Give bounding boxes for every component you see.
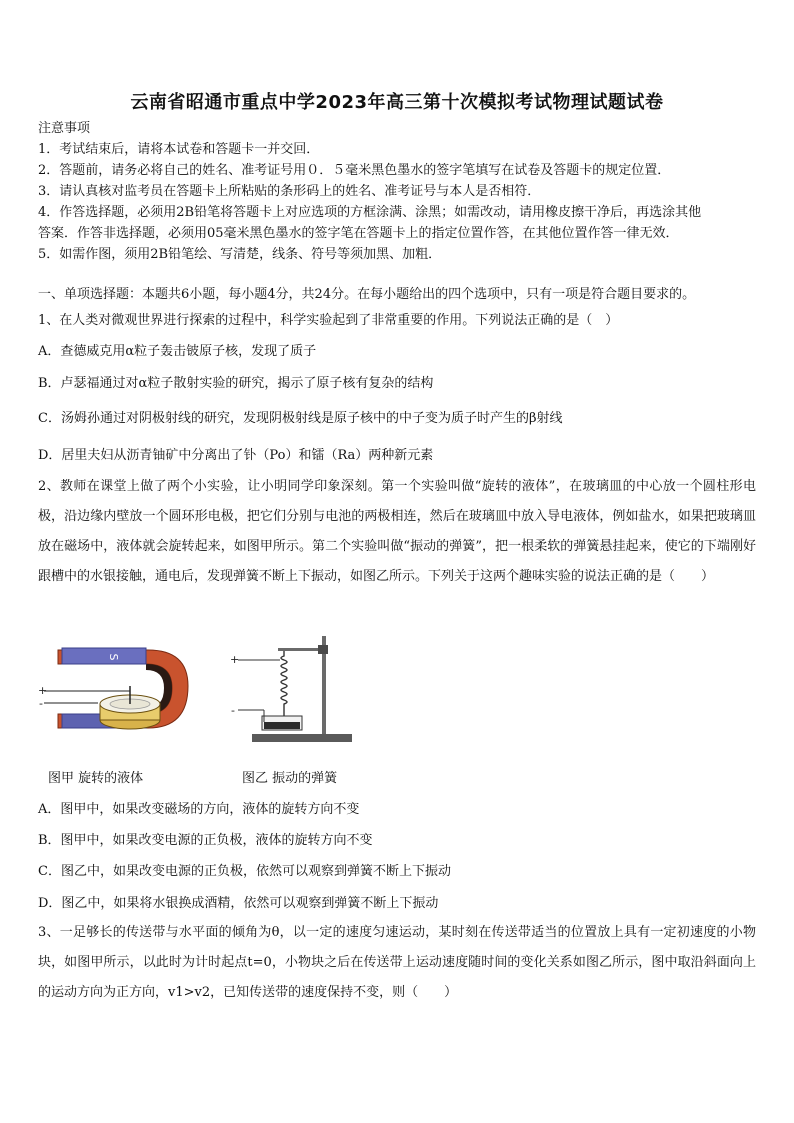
- question-2-option-b: B．图甲中，如果改变电源的正负极，液体的旋转方向不变: [38, 833, 373, 848]
- notice-item: 答案．作答非选择题，必须用05毫米黑色墨水的签字笔在答题卡上的指定位置作答，在其他位置作答一律无效．: [38, 226, 679, 241]
- question-3-stem: 3、一足够长的传送带与水平面的倾角为θ，以一定的速度匀速运动，某时刻在传送带适当的位置放上具有一定初速度的小物块，如图甲所示，以此时为计时起点t=0，小物块之后在传送带上运动速度随时间的变化关系如图乙所示，图中取沿斜面向上的运动方向为正方向，v1>v2，已知传送带的速度保持不变，则（ ）: [38, 925, 756, 1000]
- question-1-option-d: D．居里夫妇从沥青铀矿中分离出了钋（Po）和镭（Ra）两种新元素: [38, 448, 434, 463]
- plus-terminal-label: +: [38, 684, 48, 697]
- minus-terminal-label: -: [231, 704, 235, 717]
- notice-item: 5．如需作图，须用2B铅笔绘、写清楚，线条、符号等须加黑、加粗．: [38, 247, 442, 262]
- question-1-option-c: C．汤姆孙通过对阴极射线的研究，发现阴极射线是原子核中的中子变为质子时产生的β射线: [38, 411, 563, 426]
- section-heading: 一、单项选择题：本题共6小题，每小题4分，共24分。在每小题给出的四个选项中，只有一项是符合题目要求的。: [38, 287, 696, 302]
- figure-b-caption: 图乙 振动的弹簧: [242, 771, 338, 786]
- question-2-option-a: A．图甲中，如果改变磁场的方向，液体的旋转方向不变: [38, 802, 360, 817]
- magnet-s-label: S: [107, 653, 120, 661]
- notice-heading: 注意事项: [38, 121, 91, 136]
- notice-item: 2．答题前，请务必将自己的姓名、准考证号用０．５毫米黑色墨水的签字笔填写在试卷及答题卡的规定位置．: [38, 163, 671, 178]
- figure-a-caption: 图甲 旋转的液体: [48, 771, 144, 786]
- vibrating-spring-figure: [228, 636, 358, 748]
- notice-item: 4．作答选择题，必须用2B铅笔将答题卡上对应选项的方框涂满、涂黑；如需改动，请用橡皮擦干净后，再选涂其他: [38, 205, 702, 220]
- question-2-stem: 2、教师在课堂上做了两个小实验，让小明同学印象深刻。第一个实验叫做“旋转的液体”，在玻璃皿的中心放一个圆柱形电极，沿边缘内壁放一个圆环形电极，把它们分别与电池的两极相连，然后在玻璃皿中放入导电液体，例如盐水，如果把玻璃皿放在磁场中，液体就会旋转起来，如图甲所示。第二个实验叫做“振动的弹簧”，把一根柔软的弹簧悬挂起来，使它的下端刚好跟槽中的水银接触，通电后，发现弹簧不断上下振动，如图乙所示。下列关于这两个趣味实验的说法正确的是（ ）: [38, 479, 756, 584]
- question-2-option-d: D．图乙中，如果将水银换成酒精，依然可以观察到弹簧不断上下振动: [38, 896, 439, 911]
- question-1-option-b: B．卢瑟福通过对α粒子散射实验的研究，揭示了原子核有复杂的结构: [38, 376, 434, 391]
- question-1-stem: 1、在人类对微观世界进行探索的过程中，科学实验起到了非常重要的作用。下列说法正确的是（ ）: [38, 313, 619, 328]
- page-title: 云南省昭通市重点中学2023年高三第十次模拟考试物理试题试卷: [130, 92, 664, 113]
- plus-terminal-label: +: [230, 653, 240, 666]
- notice-item: 3．请认真核对监考员在答题卡上所粘贴的条形码上的姓名、准考证号与本人是否相符．: [38, 184, 541, 199]
- notice-item: 1．考试结束后，请将本试卷和答题卡一并交回．: [38, 142, 320, 157]
- question-2-option-c: C．图乙中，如果改变电源的正负极，依然可以观察到弹簧不断上下振动: [38, 864, 451, 879]
- rotating-liquid-figure: [38, 636, 204, 744]
- question-1-option-a: A．查德威克用α粒子轰击铍原子核，发现了质子: [38, 344, 317, 359]
- minus-terminal-label: -: [39, 697, 43, 710]
